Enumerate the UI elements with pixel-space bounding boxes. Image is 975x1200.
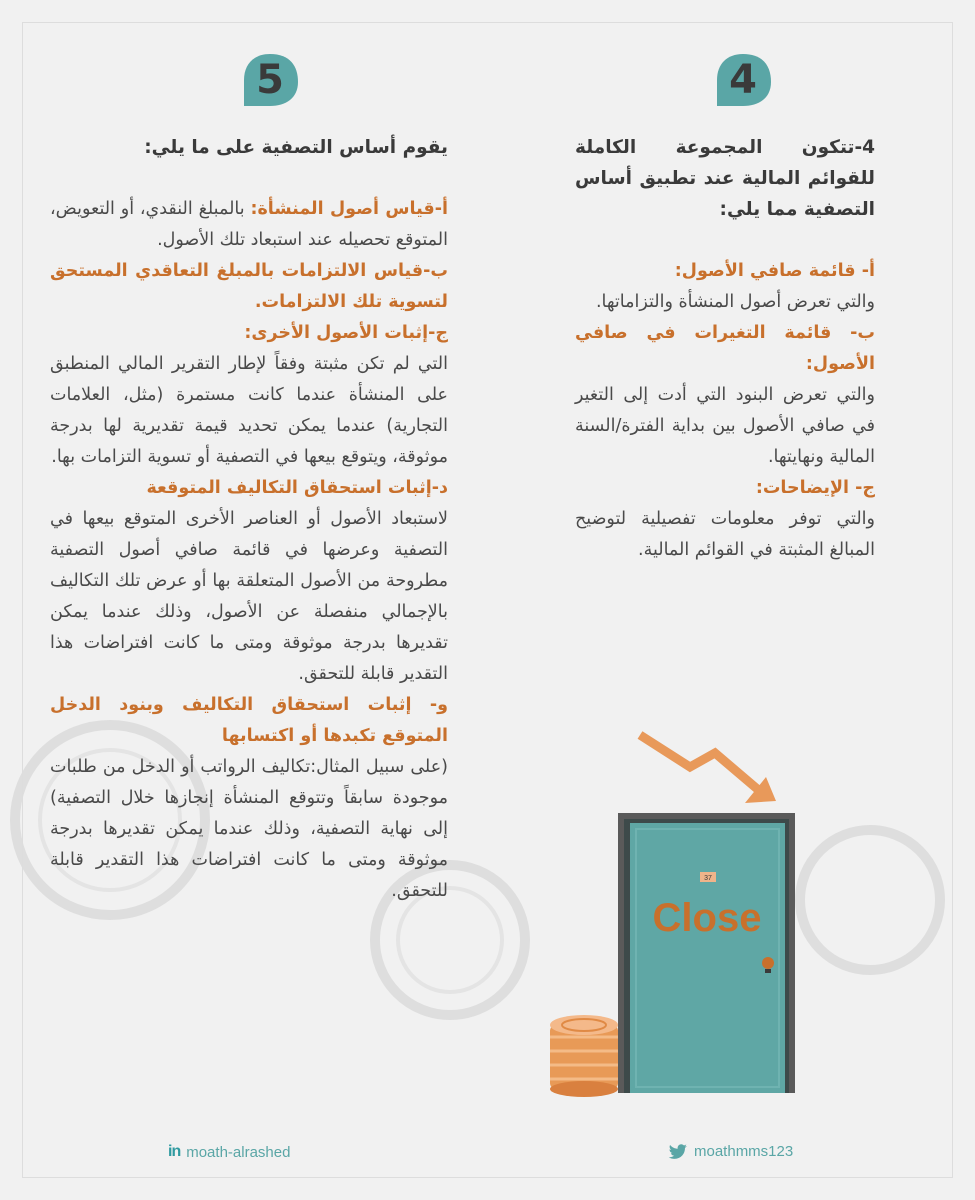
step-4-badge: [713, 52, 773, 108]
item-text: (على سبيل المثال:تكاليف الرواتب أو الدخل من طلبات موجودة سابقاً وتتوقع المنشأة إنجازها خلال التصفية) إلى نهاية التصفية، وذلك عندما يمكن تقديرها بدرجة موثوقة ومتى ما كانت افتراضات هذا التقدير قابلة للتحقق.: [50, 757, 448, 901]
item-heading: أ- قائمة صافي الأصول:: [674, 261, 875, 281]
left-intro: يقوم أساس التصفية على ما يلي:: [144, 137, 448, 158]
linkedin-link[interactable]: [168, 1143, 290, 1161]
item-heading: ب- قائمة التغيرات في صافي الأصول:: [575, 323, 875, 374]
falling-arrow-icon: [640, 735, 762, 793]
item-heading: ج- الإيضاحات:: [755, 478, 875, 498]
item-text: والتي تعرض أصول المنشأة والتزاماتها.: [595, 292, 875, 312]
liquidation-basis-column: [50, 132, 448, 907]
door-icon: [630, 823, 785, 1093]
item-heading: ج-إثبات الأصول الأخرى:: [244, 323, 448, 343]
twitter-link[interactable]: [668, 1143, 793, 1160]
linkedin-icon: in: [168, 1143, 181, 1160]
financial-statements-column: [575, 132, 875, 566]
item-heading: و- إثبات استحقاق التكاليف وبنود الدخل المتوقع تكبدها أو اكتسابها: [50, 695, 448, 746]
coin-stack-icon: [550, 1015, 618, 1097]
item-text: والتي تعرض البنود التي أدت إلى التغير في صافي الأصول بين بداية الفترة/السنة المالية ونهايتها.: [575, 385, 875, 467]
item-text: لاستبعاد الأصول أو العناصر الأخرى المتوقع بيعها في التصفية وعرضها في قائمة صافي أصول التصفية مطروحة من الأصول المتعلقة بها أو عرض تلك التكاليف بالإجمالي منفصلة عن الأصول، وذلك عندما يمكن تقديرها بدرجة موثوقة ومتى ما كانت افتراضات هذا التقدير قابلة للتحقق.: [50, 509, 448, 684]
linkedin-handle: moath-alrashed: [186, 1143, 291, 1161]
step-5-badge: [240, 52, 300, 108]
item-text: التي لم تكن مثبتة وفقاً لإطار التقرير المالي المنطبق على المنشأة عندما كانت مستمرة (مثل، العلامات التجارية) عندما يمكن تحديد قيمة تقديرية لها بدرجة موثوقة، ويتوقع بيعها في التصفية أو تسوية التزامات بها.: [50, 354, 448, 467]
step-4-number: 4: [729, 57, 757, 103]
item-heading: أ-قياس أصول المنشأة:: [250, 199, 448, 219]
closed-door-illustration: [540, 725, 820, 1105]
item-heading: ب-قياس الالتزامات بالمبلغ التعاقدي المستحق لتسوية تلك الالتزامات.: [50, 261, 448, 312]
item-text: بالمبلغ النقدي، أو التعويض، المتوقع تحصيله عند استبعاد تلك الأصول.: [50, 199, 448, 250]
door-knob-icon: [762, 957, 774, 969]
step-5-number: 5: [256, 57, 284, 103]
twitter-handle: moathmms123: [694, 1143, 794, 1160]
twitter-icon: [668, 1144, 688, 1160]
right-intro: 4-تتكون المجموعة الكاملة للقوائم المالية عند تطبيق أساس التصفية مما يلي:: [575, 137, 875, 220]
item-text: والتي توفر معلومات تفصيلية لتوضيح المبالغ المثبتة في القوائم المالية.: [575, 509, 875, 560]
door-sign: Close: [652, 896, 762, 940]
item-heading: د-إثبات استحقاق التكاليف المتوقعة: [146, 478, 448, 498]
door-number: 37: [704, 875, 712, 882]
